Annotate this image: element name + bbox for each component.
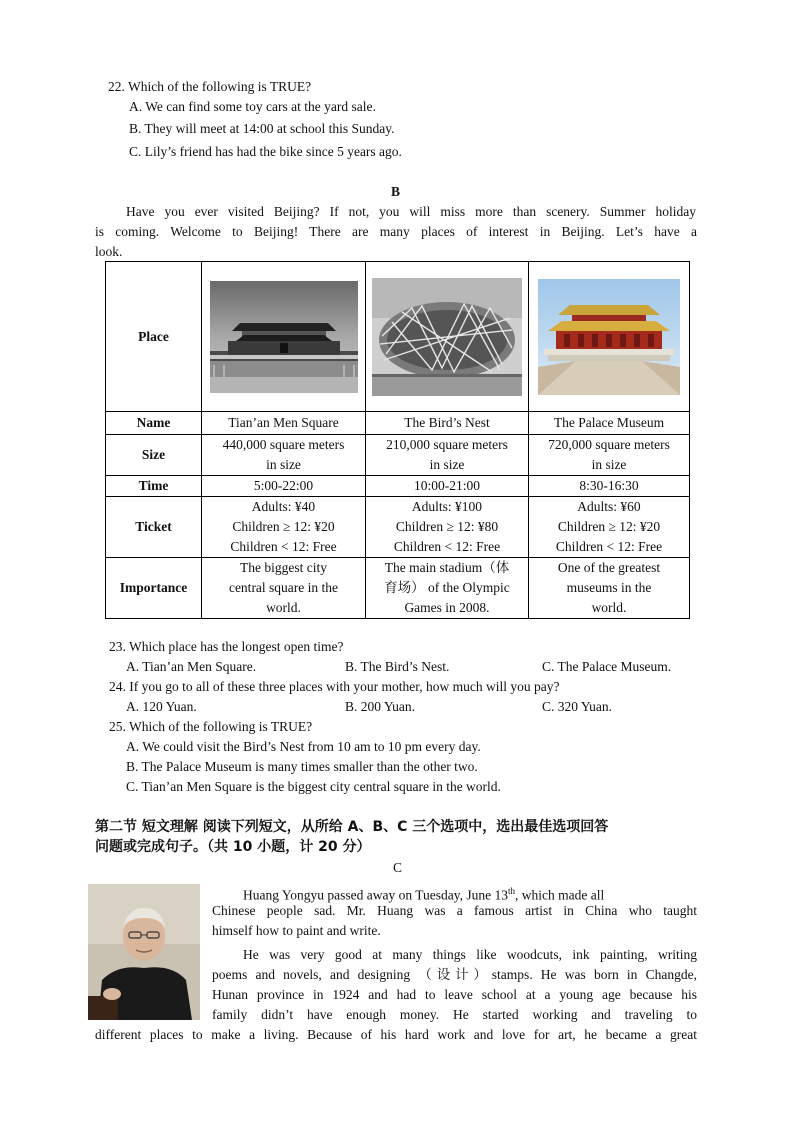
places-table xyxy=(105,261,690,619)
question-22-stem: 22. Which of the following is TRUE? xyxy=(108,79,312,94)
section-b-intro-line2: is coming. Welcome to Beijing! There are many places of interest in Beijing. Let’s have a xyxy=(95,224,697,239)
importance-line: The main stadium（体 xyxy=(384,560,510,575)
section-b-intro-line3: look. xyxy=(95,244,123,259)
table-row-time xyxy=(106,476,690,497)
tiananmen-photo xyxy=(210,281,358,393)
ticket-children-over-12: Children ≥ 12: ¥20 xyxy=(557,519,661,534)
cell-name: The Palace Museum xyxy=(529,412,690,435)
passage-c-letter: C xyxy=(393,860,403,875)
section-b-intro-line1: Have you ever visited Beijing? If not, you will miss more than scenery. Summer holiday xyxy=(126,204,696,219)
passage-c-superscript: th xyxy=(508,886,516,896)
passage-c-line2: Chinese people sad. Mr. Huang was a famous artist in China who taught xyxy=(212,903,697,918)
table-row-ticket xyxy=(106,497,690,558)
cell-size-line: 210,000 square meters xyxy=(386,437,508,452)
photo-cell-birds-nest xyxy=(366,262,529,412)
cell-size-line: in size xyxy=(429,457,465,472)
birds-nest-photo xyxy=(372,278,522,396)
passage-c-line1-a: Huang Yongyu passed away on Tuesday, June 13 xyxy=(243,887,508,903)
cell-size xyxy=(529,435,690,476)
photo-cell-tiananmen xyxy=(202,262,366,412)
question-25-option-b: B. The Palace Museum is many times smaller than the other two. xyxy=(126,759,478,774)
row-label-importance: Importance xyxy=(106,558,202,619)
cell-importance xyxy=(529,558,690,619)
question-24-option-b: B. 200 Yuan. xyxy=(345,699,415,714)
table-row-importance xyxy=(106,558,690,619)
cell-size xyxy=(202,435,366,476)
importance-line: world. xyxy=(591,600,627,615)
cell-ticket xyxy=(529,497,690,558)
row-label-time: Time xyxy=(106,476,202,497)
importance-line: One of the greatest xyxy=(557,560,661,575)
passage-c-line7: family didn’t have enough money. He started working and traveling to xyxy=(212,1007,697,1022)
ticket-adults: Adults: ¥100 xyxy=(411,499,483,514)
cell-name: Tian’an Men Square xyxy=(202,412,366,435)
question-25-stem: 25. Which of the following is TRUE? xyxy=(109,719,313,734)
huang-yongyu-photo xyxy=(88,884,200,1020)
ticket-children-under-12: Children < 12: Free xyxy=(555,539,663,554)
cell-ticket xyxy=(202,497,366,558)
row-label-ticket: Ticket xyxy=(106,497,202,558)
ticket-children-over-12: Children ≥ 12: ¥80 xyxy=(395,519,499,534)
importance-line: central square in the xyxy=(228,580,339,595)
row-label-place: Place xyxy=(106,262,202,412)
passage-c-line3: himself how to paint and write. xyxy=(212,923,381,938)
cell-size-line: 720,000 square meters xyxy=(548,437,670,452)
cell-importance xyxy=(366,558,529,619)
row-label-name: Name xyxy=(106,412,202,435)
cell-name: The Bird’s Nest xyxy=(366,412,529,435)
passage-c-line6: Hunan province in 1924 and had to leave school at a young age because his xyxy=(212,987,697,1002)
importance-line: museums in the xyxy=(566,580,652,595)
question-25-option-a: A. We could visit the Bird’s Nest from 10 am to 10 pm every day. xyxy=(126,739,481,754)
passage-c-line1-b: , which made all xyxy=(515,887,605,903)
importance-line: world. xyxy=(266,600,301,615)
question-22-option-a: A. We can find some toy cars at the yard sale. xyxy=(129,99,376,114)
importance-line: Games in 2008. xyxy=(404,600,490,615)
question-24-option-c: C. 320 Yuan. xyxy=(542,699,612,714)
question-23-option-c: C. The Palace Museum. xyxy=(542,659,672,674)
palace-museum-photo xyxy=(538,279,680,395)
question-22-option-b: B. They will meet at 14:00 at school this Sunday. xyxy=(129,121,395,136)
ticket-children-over-12: Children ≥ 12: ¥20 xyxy=(232,519,335,534)
question-25-option-c: C. Tian’an Men Square is the biggest city central square in the world. xyxy=(126,779,501,794)
question-23-stem: 23. Which place has the longest open time? xyxy=(109,639,344,654)
cell-size-line: in size xyxy=(266,457,301,472)
question-23-option-a: A. Tian’an Men Square. xyxy=(126,659,257,674)
cell-size xyxy=(366,435,529,476)
cell-ticket xyxy=(366,497,529,558)
table-row-place xyxy=(106,262,690,412)
cell-size-line: in size xyxy=(591,457,627,472)
importance-line: The biggest city xyxy=(240,560,327,575)
ticket-children-under-12: Children < 12: Free xyxy=(230,539,337,554)
row-label-size: Size xyxy=(106,435,202,476)
question-24-stem: 24. If you go to all of these three places with your mother, how much will you pay? xyxy=(109,679,560,694)
table-row-size xyxy=(106,435,690,476)
question-24-option-a: A. 120 Yuan. xyxy=(126,699,197,714)
photo-cell-palace-museum xyxy=(529,262,690,412)
cell-time: 10:00-21:00 xyxy=(366,476,529,497)
importance-line: 育场） of the Olympic xyxy=(384,580,510,595)
passage-c-line8: different places to make a living. Because of his hard work and love for art, he became a great xyxy=(95,1027,697,1042)
passage-c-line4: He was very good at many things like woodcuts, ink painting, writing xyxy=(243,947,697,962)
ticket-adults: Adults: ¥60 xyxy=(577,499,641,514)
ticket-adults: Adults: ¥40 xyxy=(251,499,316,514)
ticket-children-under-12: Children < 12: Free xyxy=(393,539,501,554)
section-2-heading-line2: 问题或完成句子。（共 10 小题，计 20 分） xyxy=(95,839,371,855)
question-22-option-c: C. Lily’s friend has had the bike since 5 years ago. xyxy=(129,144,402,159)
cell-time: 5:00-22:00 xyxy=(202,476,366,497)
table-row-name xyxy=(106,412,690,435)
passage-c-line5: poems and novels, and designing （设计）stamps. He was born in Changde, xyxy=(212,967,697,982)
cell-time: 8:30-16:30 xyxy=(529,476,690,497)
section-2-heading-line1: 第二节 短文理解 阅读下列短文，从所给 A、B、C 三个选项中，选出最佳选项回答 xyxy=(95,819,609,835)
question-23-option-b: B. The Bird’s Nest. xyxy=(345,659,450,674)
cell-importance xyxy=(202,558,366,619)
section-b-letter: B xyxy=(391,184,401,199)
cell-size-line: 440,000 square meters xyxy=(222,437,345,452)
